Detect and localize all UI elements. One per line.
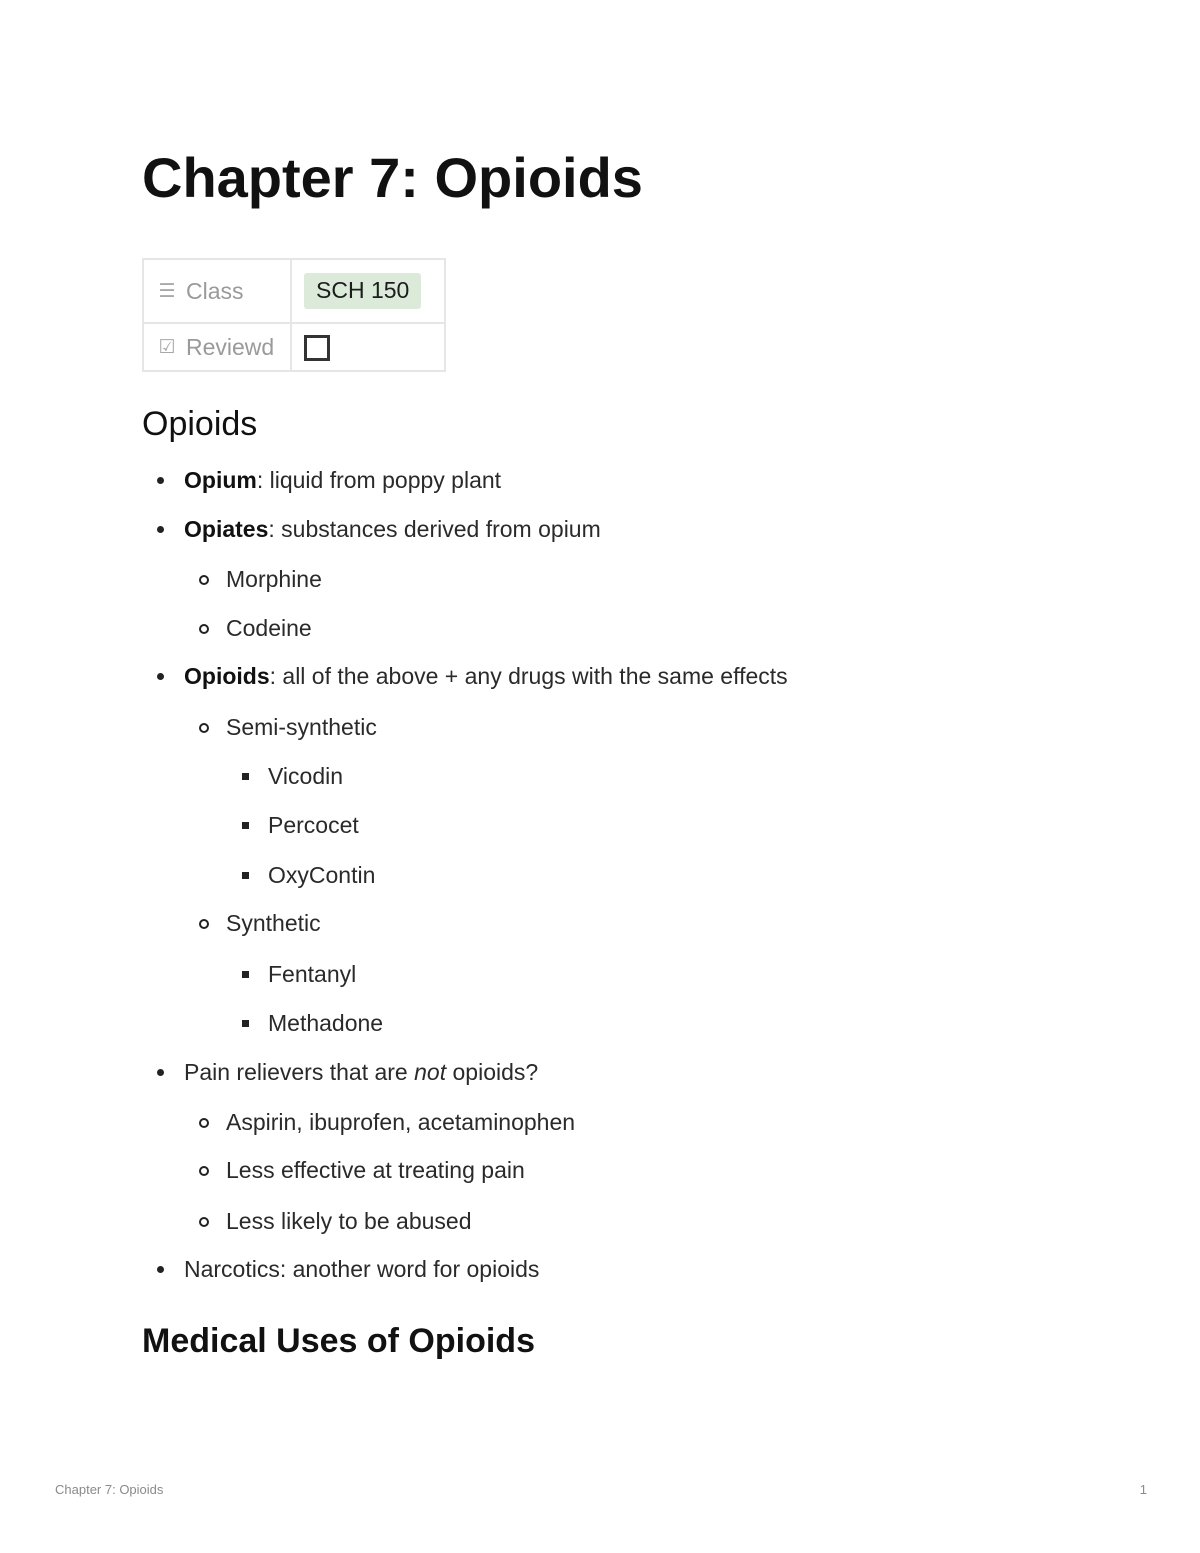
item-text: Less likely to be abused: [226, 1208, 472, 1234]
list-item-opioids: [184, 661, 788, 691]
item-text: Pain relievers that are: [184, 1059, 415, 1085]
bullet-marker: [199, 1217, 209, 1227]
bullet-marker: [199, 723, 209, 733]
list-item-pain-relievers: [184, 1057, 538, 1087]
footer-page-number: 1: [1139, 1482, 1147, 1497]
item-text: Narcotics: another word for opioids: [184, 1256, 540, 1282]
item-text: Codeine: [226, 615, 312, 641]
bullet-marker: [199, 919, 209, 929]
bullet-marker: [157, 1266, 164, 1273]
bullet-marker: [199, 1118, 209, 1128]
item-text: opioids?: [446, 1059, 539, 1085]
bullet-marker: [242, 1020, 249, 1027]
def-opioids: : all of the above + any drugs with the same effects: [269, 663, 788, 689]
list-item-codeine: [226, 613, 312, 643]
item-text: Methadone: [268, 1010, 384, 1036]
bullet-marker: [199, 575, 209, 585]
checkbox-icon: ☑: [158, 336, 176, 358]
item-text: Morphine: [226, 566, 322, 592]
def-opium: : liquid from poppy plant: [256, 467, 502, 493]
class-tag[interactable]: SCH 150: [304, 273, 421, 309]
property-value-reviewed: [291, 323, 445, 371]
item-text: Fentanyl: [268, 961, 357, 987]
list-item-synthetic: [226, 908, 321, 938]
section-heading-opioids: Opioids: [142, 405, 258, 443]
list-item-oxycontin: [268, 860, 375, 890]
list-item-methadone: [268, 1008, 383, 1038]
term-opioids: Opioids: [184, 663, 270, 689]
bullet-marker: [199, 1166, 209, 1176]
property-label-reviewed: Reviewd: [186, 333, 275, 360]
term-opium: Opium: [184, 467, 257, 493]
list-item-vicodin: [268, 761, 343, 791]
reviewed-checkbox[interactable]: [304, 335, 330, 361]
item-emphasis: not: [414, 1059, 447, 1085]
bullet-marker: [157, 1069, 164, 1076]
property-label-class: Class: [186, 277, 244, 304]
property-key-reviewed: [143, 323, 291, 371]
property-key-class: [143, 259, 291, 323]
bullet-marker: [242, 773, 249, 780]
footer-doc-title: Chapter 7: Opioids: [55, 1482, 164, 1497]
section-heading-medical-uses: Medical Uses of Opioids: [142, 1322, 535, 1360]
list-item-morphine: [226, 564, 322, 594]
properties-table: [142, 258, 446, 372]
bullet-marker: [157, 477, 164, 484]
item-text: OxyContin: [268, 862, 376, 888]
bullet-marker: [242, 872, 249, 879]
def-opiates: : substances derived from opium: [268, 516, 601, 542]
list-item-fentanyl: [268, 959, 356, 989]
bullet-marker: [199, 624, 209, 634]
item-text: Percocet: [268, 812, 359, 838]
list-item-percocet: [268, 810, 359, 840]
list-item-opium: [184, 465, 501, 495]
bullet-marker: [242, 822, 249, 829]
bullet-marker: [242, 971, 249, 978]
list-item-less-effective: [226, 1155, 525, 1185]
property-row-class: [143, 259, 445, 323]
bullet-marker: [157, 526, 164, 533]
page-title: Chapter 7: Opioids: [142, 146, 643, 209]
property-value-class: [291, 259, 445, 323]
item-text: Synthetic: [226, 910, 321, 936]
list-item-less-likely: [226, 1206, 472, 1236]
list-item-opiates: [184, 514, 601, 544]
list-item-semi-synthetic: [226, 712, 377, 742]
item-text: Vicodin: [268, 763, 344, 789]
list-item-narcotics: [184, 1254, 539, 1284]
list-item-aspirin: [226, 1107, 575, 1137]
term-opiates: Opiates: [184, 516, 269, 542]
list-icon: ☰: [158, 280, 176, 302]
item-text: Semi-synthetic: [226, 714, 377, 740]
bullet-marker: [157, 673, 164, 680]
item-text: Less effective at treating pain: [226, 1157, 525, 1183]
property-row-reviewed: [143, 323, 445, 371]
item-text: Aspirin, ibuprofen, acetaminophen: [226, 1109, 576, 1135]
